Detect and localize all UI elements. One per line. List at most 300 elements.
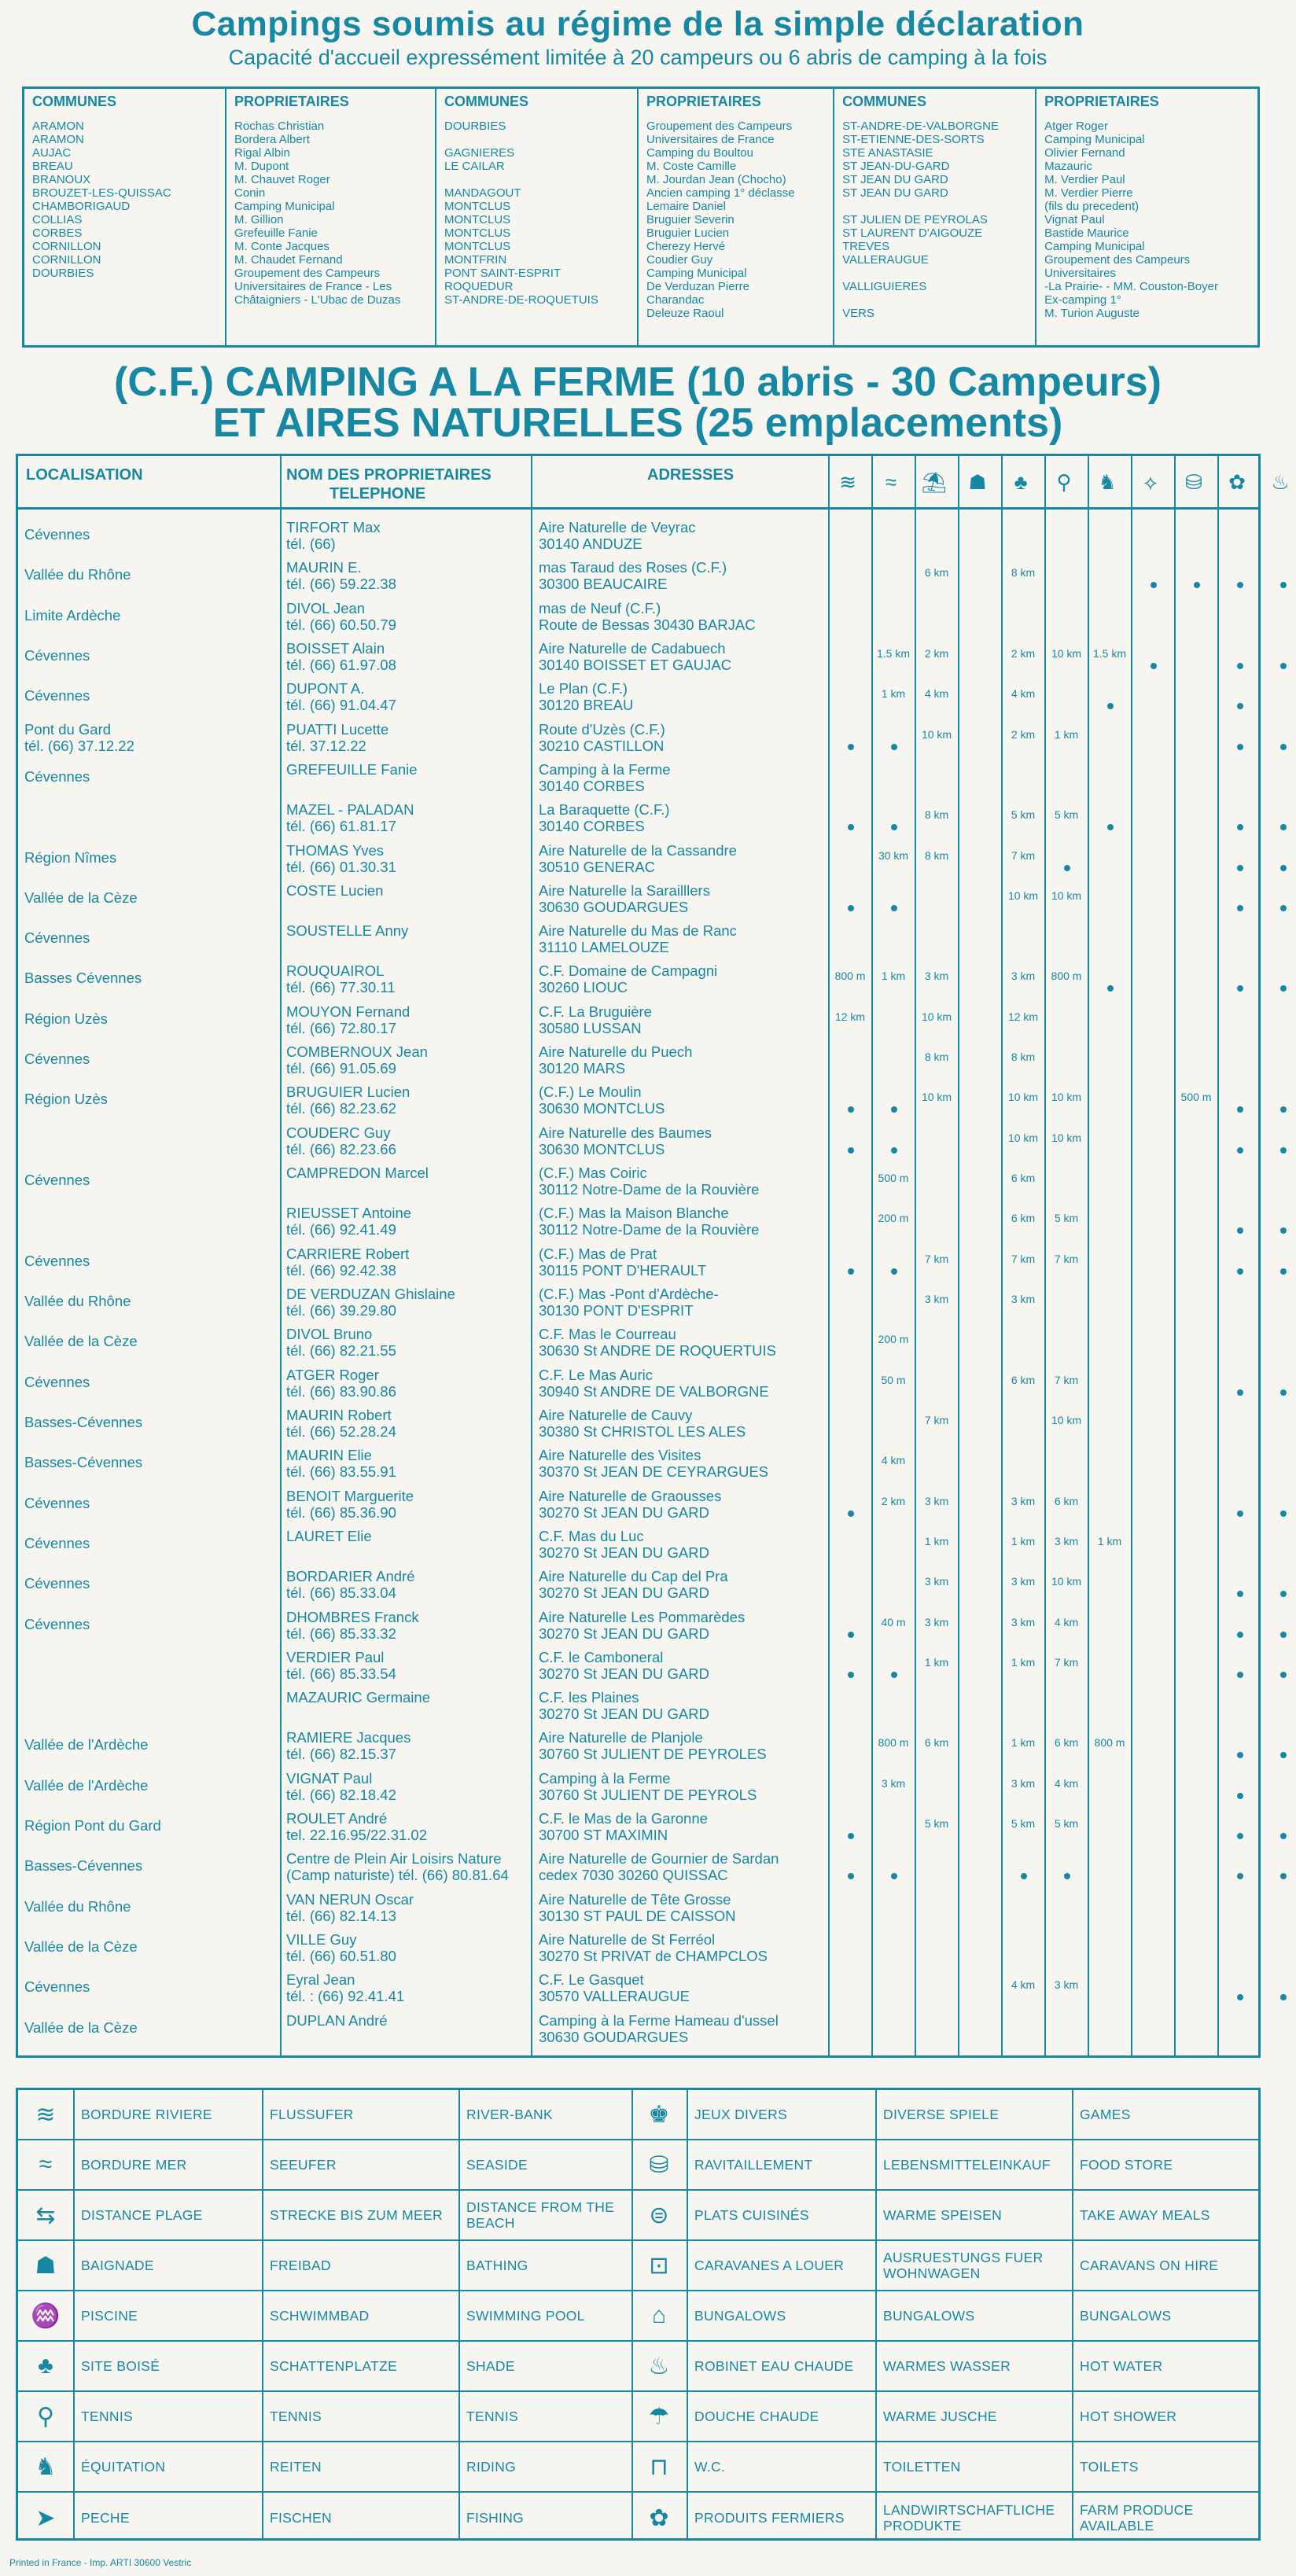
available-dot	[1237, 905, 1243, 911]
legend-label-en: BUNGALOWS	[1080, 2308, 1172, 2324]
localisation-text: Vallée de la Cèze	[24, 889, 138, 906]
row-address	[539, 1326, 845, 1359]
distance-value: 2 km	[1011, 646, 1036, 660]
owner-name: VERDIER Paul	[286, 1648, 385, 1665]
owner-phone: tél. (66) 92.42.38	[286, 1261, 396, 1279]
address-postcode: 30270 St JEAN DU GARD	[539, 1584, 709, 1602]
declaration-entry: De Verduzan Pierre	[646, 280, 749, 293]
distance-value: 1 km	[881, 687, 906, 701]
table-column-divider	[1217, 456, 1219, 2055]
owner-name: MAURIN Elie	[286, 1447, 372, 1464]
distance-value: 10 km	[921, 727, 952, 741]
row-localisation	[24, 849, 276, 866]
declaration-entry: Universitaires de France - Les	[234, 280, 392, 293]
row-address	[539, 1649, 845, 1682]
address-line: Aire Naturelle de Graousses	[539, 1487, 722, 1504]
declaration-column-1	[24, 89, 226, 345]
legend-label-fr: DOUCHE CHAUDE	[694, 2409, 819, 2424]
declaration-column-header: COMMUNES	[32, 94, 116, 109]
legend-label-en: RIDING	[466, 2459, 517, 2475]
address-line: Aire Naturelle de Cauvy	[539, 1406, 693, 1423]
row-address	[539, 721, 845, 754]
owner-name: DHOMBRES Franck	[286, 1608, 419, 1625]
row-localisation	[24, 1616, 276, 1632]
address-postcode: 30510 GENERAC	[539, 858, 656, 875]
row-address	[539, 1407, 845, 1440]
address-postcode: 30700 ST MAXIMIN	[539, 1827, 668, 1844]
address-postcode: 30130 ST PAUL DE CAISSON	[539, 1907, 736, 1924]
declaration-entry: DOURBIES	[32, 267, 94, 280]
distance-value: 3 km	[1054, 1978, 1079, 1992]
available-dot	[891, 1672, 897, 1678]
address-postcode: 30120 BREAU	[539, 697, 634, 714]
distance-value: 5 km	[1011, 1817, 1036, 1831]
declaration-entry: Bastide Maurice	[1044, 226, 1129, 240]
table-column-divider	[915, 456, 916, 2055]
available-dot	[1237, 1873, 1243, 1879]
available-dot	[1151, 582, 1157, 588]
distance-value: 5 km	[1054, 1212, 1079, 1225]
legend-label-de: AUSRUESTUNGS FUER WOHNWAGEN	[883, 2250, 1044, 2281]
distance-value: 5 km	[1054, 808, 1079, 822]
declaration-entry: Grefeuille Fanie	[234, 226, 318, 240]
declaration-column-header: COMMUNES	[444, 94, 528, 109]
owner-phone: tél. (66) 82.15.37	[286, 1746, 396, 1763]
address-line: Aire Naturelle la Sarailllers	[539, 881, 710, 899]
swimmer-icon: ☗	[35, 2252, 57, 2279]
distance-value: 4 km	[1011, 687, 1036, 701]
row-localisation	[24, 687, 276, 704]
available-dot	[1237, 1793, 1243, 1799]
row-address	[539, 1850, 845, 1883]
localisation-text: Vallée du Rhône	[24, 1293, 131, 1309]
localisation-text: Cévennes	[24, 1575, 90, 1592]
row-address	[539, 1367, 845, 1400]
address-line: Aire Naturelle des Baumes	[539, 1124, 712, 1141]
address-postcode: 30115 PONT D'HERAULT	[539, 1261, 707, 1279]
declaration-column-3	[436, 89, 639, 345]
address-line: C.F. Le Mas Auric	[539, 1366, 653, 1383]
legend-row	[18, 2291, 1258, 2342]
row-owner	[286, 640, 530, 673]
available-dot	[1237, 1632, 1243, 1638]
legend-label-en: BATHING	[466, 2258, 528, 2273]
distance-value: 3 km	[1011, 1615, 1036, 1628]
declaration-title: Campings soumis au régime de la simple déclaration	[191, 5, 1084, 43]
printer-credit: Printed in France - Imp. ARTI 30600 Vestric	[9, 2557, 192, 2568]
row-address	[539, 1124, 845, 1157]
available-dot	[1280, 663, 1287, 669]
distance-value: 7 km	[1054, 1373, 1079, 1386]
table-row	[18, 1447, 1258, 1485]
legend-label-fr: BORDURE MER	[81, 2157, 187, 2173]
row-localisation	[24, 1253, 276, 1269]
localisation-text: Basses-Cévennes	[24, 1857, 143, 1875]
row-address	[539, 1931, 845, 1964]
distance-value: 4 km	[924, 687, 949, 701]
legend-label-fr: ÉQUITATION	[81, 2459, 166, 2475]
distance-value: 1.5 km	[876, 646, 910, 660]
row-address	[539, 1043, 845, 1076]
available-dot	[1107, 703, 1114, 709]
address-postcode: 30760 St JULIENT DE PEYROLS	[539, 1786, 757, 1803]
localisation-text: Cévennes	[24, 646, 90, 664]
legend-label-en: SHADE	[466, 2358, 515, 2374]
address-line: C.F. le Camboneral	[539, 1648, 664, 1665]
table-column-divider	[1088, 456, 1089, 2055]
row-localisation	[24, 1817, 276, 1834]
distance-value: 2 km	[924, 646, 949, 660]
distance-value: 2 km	[881, 1494, 906, 1507]
row-address	[539, 1246, 845, 1279]
address-postcode: 30570 VALLERAUGUE	[539, 1988, 690, 2005]
declaration-entry: ARAMON	[32, 133, 84, 146]
owner-name: VIGNAT Paul	[286, 1769, 373, 1787]
row-localisation	[24, 889, 276, 906]
distance-value: 3 km	[1011, 1575, 1036, 1588]
available-dot	[1064, 865, 1070, 871]
table-row	[18, 801, 1258, 839]
equitation-icon: ♞	[1098, 470, 1117, 494]
declaration-entry: Mazauric	[1044, 160, 1092, 173]
farm-camping-title-line1: (C.F.) CAMPING A LA FERME (10 abris - 30 Campeurs)	[114, 359, 1162, 405]
row-localisation	[24, 1575, 276, 1592]
localisation-text: Cévennes	[24, 929, 90, 947]
declaration-column-header: PROPRIETAIRES	[1044, 94, 1159, 109]
address-postcode: 30630 GOUDARGUES	[539, 2028, 689, 2045]
row-address	[539, 1609, 845, 1642]
legend-label-de: SCHWIMMBAD	[270, 2308, 370, 2324]
row-owner	[286, 519, 530, 552]
row-address	[539, 1891, 845, 1924]
beach-distance-icon: ⇆	[35, 2202, 56, 2228]
declaration-entry	[444, 133, 629, 146]
available-dot	[1237, 582, 1243, 588]
table-column-divider	[531, 456, 532, 2055]
row-owner	[286, 882, 530, 899]
legend-label-fr: BORDURE RIVIERE	[81, 2107, 212, 2122]
available-dot	[1237, 1833, 1243, 1839]
row-owner	[286, 1205, 530, 1238]
row-localisation	[24, 1293, 276, 1309]
header-addresses: ADRESSES	[647, 466, 735, 484]
distance-value: 3 km	[924, 1494, 949, 1507]
address-postcode: 30940 St ANDRE DE VALBORGNE	[539, 1382, 769, 1400]
distance-value: 12 km	[834, 1010, 866, 1023]
table-row	[18, 1689, 1258, 1727]
row-localisation	[24, 1898, 276, 1915]
available-dot	[1021, 1873, 1027, 1879]
legend-row	[18, 2442, 1258, 2493]
hot-water-tap-icon: ♨	[648, 2353, 670, 2379]
row-owner	[286, 1649, 530, 1682]
row-address	[539, 2012, 845, 2045]
row-localisation	[24, 1495, 276, 1511]
row-owner	[286, 1568, 530, 1601]
available-dot	[848, 1873, 854, 1879]
declaration-entry: Châtaigniers - L'Ubac de Duzas	[234, 293, 401, 307]
owner-name: COUDERC Guy	[286, 1124, 391, 1141]
row-address	[539, 1205, 845, 1238]
table-row	[18, 519, 1258, 557]
table-column-divider	[958, 456, 959, 2055]
owner-phone: tél. (66) 82.23.66	[286, 1140, 396, 1157]
address-postcode: Route de Bessas 30430 BARJAC	[539, 616, 756, 633]
legend-label-de: TENNIS	[270, 2409, 322, 2424]
ravitaillement-icon: ⛁	[1185, 470, 1202, 494]
legend-label-de: FLUSSUFER	[270, 2107, 354, 2122]
caravan-icon: ⊡	[649, 2252, 669, 2279]
row-owner	[286, 1246, 530, 1279]
legend-label-de: STRECKE BIS ZUM MEER	[270, 2207, 443, 2223]
row-owner	[286, 680, 530, 713]
row-owner	[286, 1407, 530, 1440]
declaration-entry: M. Turion Auguste	[1044, 307, 1140, 320]
address-postcode: 30270 St JEAN DU GARD	[539, 1503, 709, 1521]
row-address	[539, 1528, 845, 1561]
declaration-entry: GAGNIERES	[444, 146, 515, 160]
row-address	[539, 842, 845, 875]
legend-row	[18, 2191, 1258, 2241]
address-postcode: 30630 MONTCLUS	[539, 1100, 665, 1117]
address-line: Aire Naturelle de Veyrac	[539, 519, 696, 535]
localisation-text: Cévennes	[24, 1534, 90, 1551]
row-owner	[286, 1528, 530, 1544]
header-owner-line1: NOM DES PROPRIETAIRES	[286, 466, 492, 484]
localisation-text: Cévennes	[24, 687, 90, 705]
declaration-entry: Charandac	[646, 293, 705, 307]
available-dot	[891, 1106, 897, 1113]
address-postcode: 30300 BEAUCAIRE	[539, 576, 668, 593]
farm-camping-title	[0, 359, 1276, 446]
declaration-entry: (fils du precedent)	[1044, 200, 1140, 213]
legend-row	[18, 2392, 1258, 2442]
address-line: C.F. Domaine de Campagni	[539, 962, 718, 980]
row-owner	[286, 1850, 530, 1883]
table-row	[18, 1326, 1258, 1363]
address-postcode: 30370 St JEAN DE CEYRARGUES	[539, 1463, 768, 1481]
owner-phone: tél. (66) 77.30.11	[286, 979, 396, 996]
localisation-text: Vallée de la Cèze	[24, 1938, 138, 1956]
available-dot	[1237, 1106, 1243, 1113]
available-dot	[1237, 1994, 1243, 2000]
address-line: Aire Naturelle de la Cassandre	[539, 841, 737, 859]
available-dot	[1151, 663, 1157, 669]
row-localisation	[24, 1172, 276, 1188]
available-dot	[1237, 1672, 1243, 1678]
available-dot	[891, 744, 897, 750]
row-address	[539, 1165, 845, 1198]
declaration-entry: ST JEAN DU GARD	[842, 186, 948, 200]
distance-value: 1.5 km	[1092, 646, 1126, 660]
legend-label-en: TAKE AWAY MEALS	[1080, 2207, 1210, 2223]
declaration-entry: BROUZET-LES-QUISSAC	[32, 186, 171, 200]
row-owner	[286, 559, 530, 592]
row-owner	[286, 1043, 530, 1076]
declaration-entry: Camping du Boultou	[646, 146, 753, 160]
declaration-entry: M. Chaudet Fernand	[234, 253, 343, 267]
localisation-text: Cévennes	[24, 1051, 90, 1068]
available-dot	[1280, 744, 1287, 750]
declaration-entry: MONTCLUS	[444, 226, 511, 240]
table-row	[18, 761, 1258, 799]
distance-value: 8 km	[1011, 1051, 1036, 1064]
wc-icon: ⊓	[650, 2453, 668, 2480]
localisation-text: Vallée de l'Ardèche	[24, 1736, 149, 1754]
distance-value: 10 km	[1051, 1091, 1082, 1104]
owner-name: ROULET André	[286, 1810, 388, 1827]
row-owner	[286, 1124, 530, 1157]
distance-value: 500 m	[1180, 1091, 1212, 1104]
address-line: Aire Naturelle de Tête Grosse	[539, 1890, 731, 1908]
owner-name: BENOIT Marguerite	[286, 1487, 414, 1504]
distance-value: 1 km	[881, 970, 906, 983]
owner-name: DIVOL Bruno	[286, 1326, 373, 1343]
row-owner	[286, 962, 530, 995]
owner-name: PUATTI Lucette	[286, 720, 389, 738]
owner-phone: tél. (66) 01.30.31	[286, 858, 396, 875]
farm-camping-table	[16, 454, 1290, 2058]
declaration-entry: M. Conte Jacques	[234, 240, 330, 253]
row-address	[539, 640, 845, 673]
distance-value: 3 km	[1054, 1534, 1079, 1547]
distance-value: 10 km	[921, 1091, 952, 1104]
owner-phone: tél. (66) 85.33.32	[286, 1625, 396, 1642]
peche-icon: ⟡	[1143, 470, 1158, 494]
row-address	[539, 1447, 845, 1480]
farm-products-icon: ✿	[649, 2504, 669, 2531]
available-dot	[1237, 824, 1243, 830]
table-row	[18, 1971, 1258, 2009]
available-dot	[1237, 1147, 1243, 1154]
localisation-text: Vallée de l'Ardèche	[24, 1776, 149, 1794]
distance-value: 1 km	[1054, 727, 1079, 741]
address-postcode: 30112 Notre-Dame de la Rouvière	[539, 1181, 760, 1198]
owner-name: BRUGUIER Lucien	[286, 1084, 411, 1101]
available-dot	[891, 1147, 897, 1154]
table-column-divider	[828, 456, 830, 2055]
address-line: Camping à la Ferme	[539, 760, 671, 778]
legend-row	[18, 2241, 1258, 2291]
localisation-text: Cévennes	[24, 526, 90, 543]
table-row	[18, 1246, 1258, 1283]
owner-name: CARRIERE Robert	[286, 1245, 410, 1262]
supplies-icon: ⛁	[649, 2151, 669, 2178]
available-dot	[1280, 1591, 1287, 1597]
row-owner	[286, 1931, 530, 1964]
address-postcode: 30140 CORBES	[539, 818, 645, 835]
address-line: C.F. le Mas de la Garonne	[539, 1810, 708, 1827]
bungalow-icon: ⌂	[651, 2302, 667, 2328]
legend-label-de: WARME SPEISEN	[883, 2207, 1003, 2223]
distance-value: 40 m	[881, 1615, 906, 1628]
declaration-entry: M. Coste Camille	[646, 160, 737, 173]
bordure-riviere-icon: ≋	[839, 470, 856, 494]
distance-value: 200 m	[878, 1333, 909, 1346]
available-dot	[1237, 985, 1243, 992]
owner-phone: tél. (66) 72.80.17	[286, 1019, 396, 1036]
declaration-entry: Deleuze Raoul	[646, 307, 724, 320]
declaration-entry: BRANOUX	[32, 173, 91, 186]
localisation-text: Région Uzès	[24, 1010, 108, 1027]
owner-phone: tél. (66) 60.51.80	[286, 1948, 396, 1965]
declaration-entry: STE ANASTASIE	[842, 146, 933, 160]
distance-value: 7 km	[1011, 1252, 1036, 1265]
available-dot	[1237, 1511, 1243, 1517]
declaration-entry: Universitaires	[1044, 267, 1116, 280]
address-line: Camping à la Ferme	[539, 1769, 671, 1787]
address-line: C.F. La Bruguière	[539, 1003, 652, 1020]
available-dot	[1280, 1672, 1287, 1678]
distance-value: 6 km	[924, 566, 949, 580]
owner-name: COSTE Lucien	[286, 881, 384, 899]
localisation-text: Cévennes	[24, 1615, 90, 1632]
horse-rider-icon: ♞	[35, 2453, 57, 2480]
table-row	[18, 1003, 1258, 1041]
declaration-entry: ST-ANDRE-DE-ROQUETUIS	[444, 293, 598, 307]
row-localisation	[24, 1535, 276, 1551]
row-owner	[286, 1165, 530, 1181]
legend-label-fr: DISTANCE PLAGE	[81, 2207, 203, 2223]
address-line: (C.F.) Mas la Maison Blanche	[539, 1205, 729, 1222]
distance-value: 4 km	[1054, 1776, 1079, 1790]
legend-label-de: FISCHEN	[270, 2510, 332, 2526]
address-postcode: 30580 LUSSAN	[539, 1019, 642, 1036]
distance-value: 30 km	[878, 848, 909, 862]
address-postcode: 30270 St JEAN DU GARD	[539, 1706, 709, 1723]
row-localisation	[24, 1333, 276, 1349]
available-dot	[1280, 1632, 1287, 1638]
row-localisation	[24, 1454, 276, 1470]
shower-icon: ☂	[648, 2403, 670, 2430]
distance-value: 6 km	[1011, 1172, 1036, 1185]
address-line: (C.F.) Mas Coiric	[539, 1165, 647, 1182]
declaration-entry: Groupement des Campeurs	[646, 120, 793, 133]
legend-label-fr: RAVITAILLEMENT	[694, 2157, 813, 2173]
available-dot	[1107, 824, 1114, 830]
owner-phone: tél. (66) 85.33.04	[286, 1584, 396, 1602]
declaration-entry	[842, 200, 1027, 213]
owner-name: DUPONT A.	[286, 680, 365, 697]
distance-value: 800 m	[1094, 1736, 1125, 1750]
legend-label-fr: BUNGALOWS	[694, 2308, 786, 2324]
distance-value: 6 km	[1054, 1736, 1079, 1750]
legend-label-en: FARM PRODUCE AVAILABLE	[1080, 2502, 1194, 2534]
available-dot	[1237, 1752, 1243, 1758]
row-owner	[286, 1729, 530, 1762]
localisation-text: Cévennes	[24, 1252, 90, 1269]
distance-value: 6 km	[1011, 1212, 1036, 1225]
table-row	[18, 721, 1258, 759]
table-row	[18, 1205, 1258, 1242]
distance-value: 10 km	[1051, 1413, 1082, 1426]
row-localisation	[24, 970, 276, 986]
address-postcode: 30270 St PRIVAT de CHAMPCLOS	[539, 1948, 768, 1965]
distance-value: 10 km	[1007, 1131, 1039, 1144]
distance-value: 800 m	[1051, 970, 1082, 983]
table-row	[18, 1084, 1258, 1121]
owner-phone: tél. (66) 82.14.13	[286, 1907, 396, 1924]
row-address	[539, 680, 845, 713]
table-row	[18, 1124, 1258, 1162]
row-owner	[286, 761, 530, 778]
table-row	[18, 1407, 1258, 1444]
available-dot	[1280, 824, 1287, 830]
table-row	[18, 1770, 1258, 1808]
distance-value: 6 km	[1054, 1494, 1079, 1507]
distance-value: 3 km	[924, 1575, 949, 1588]
bordure-mer-icon: ≈	[885, 470, 897, 494]
